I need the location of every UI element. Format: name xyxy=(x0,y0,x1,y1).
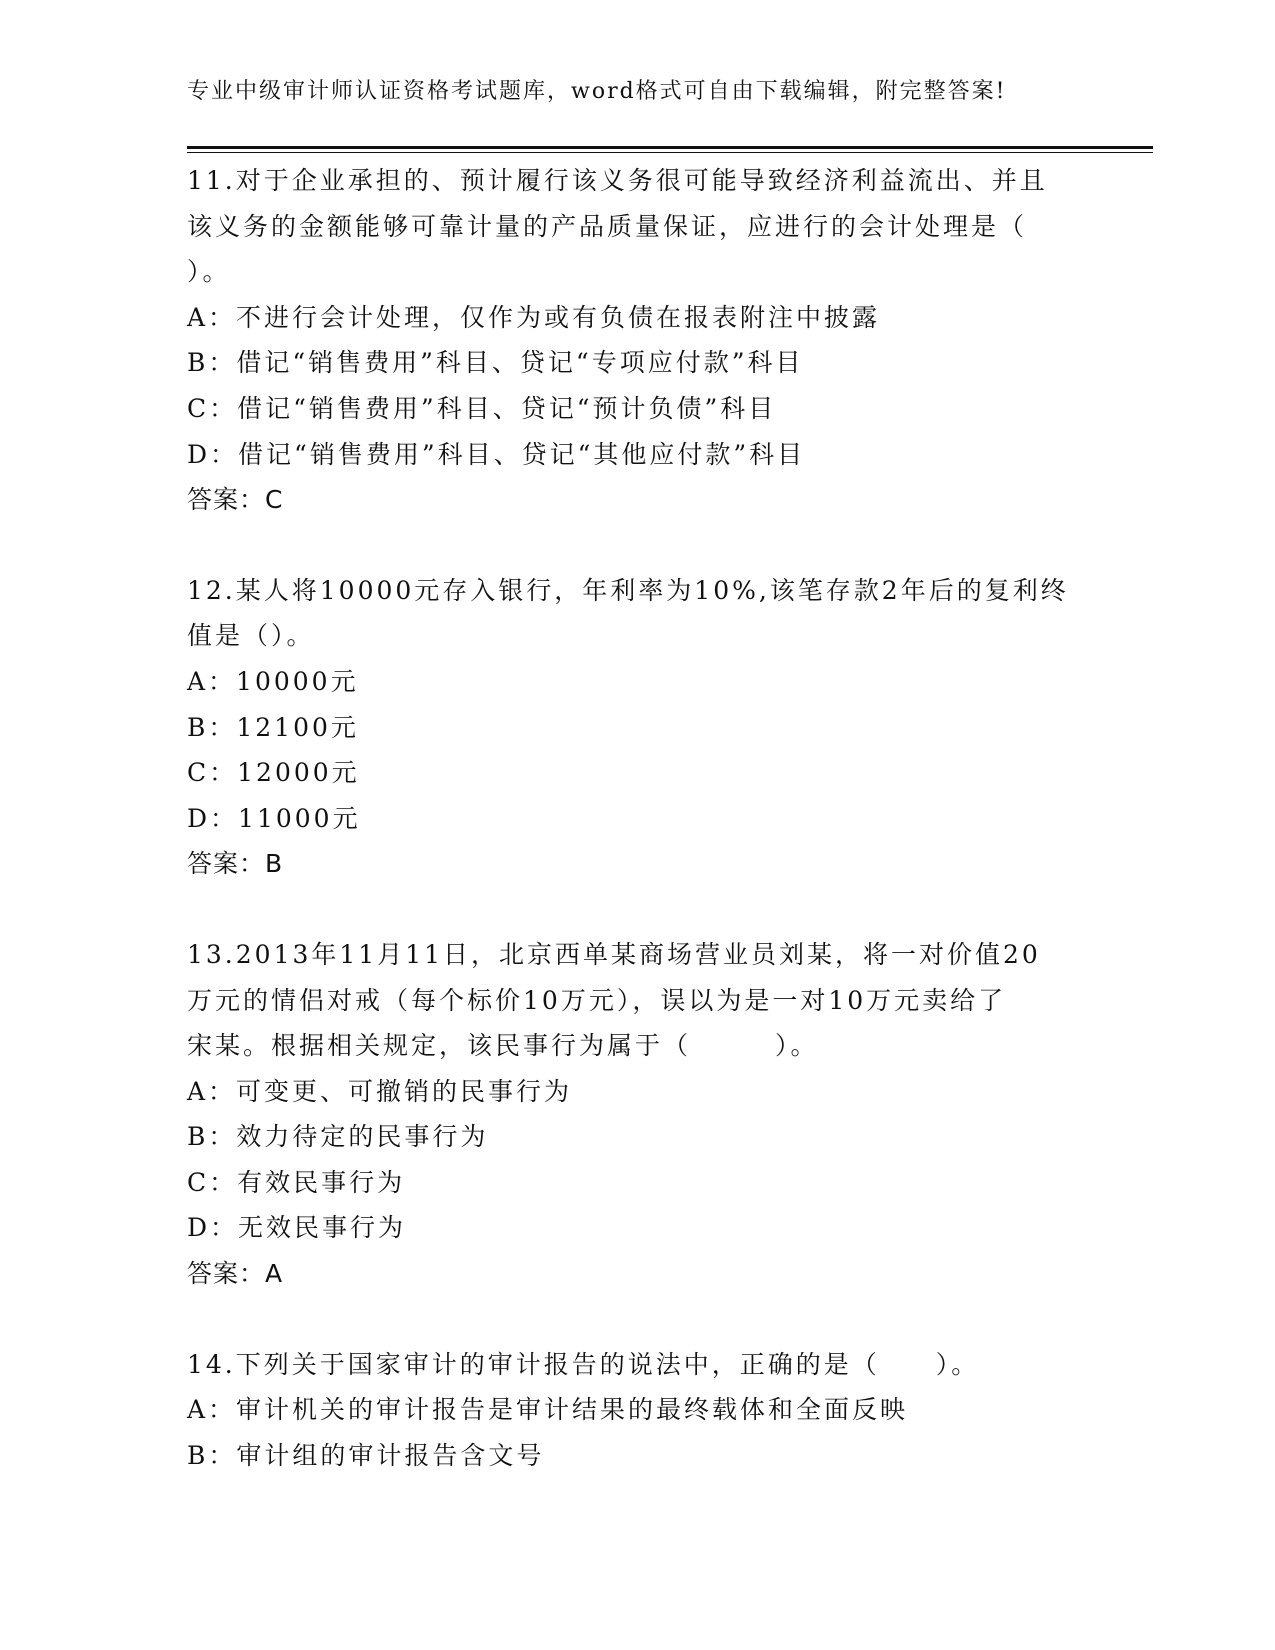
question-list xyxy=(187,158,1087,1478)
question-stem-line: 宋某。根据相关规定，该民事行为属于（ ）。 xyxy=(187,1031,819,1061)
option-a: A：10000元 xyxy=(187,666,359,696)
option-b: B：借记“销售费用”科目、贷记“专项应付款”科目 xyxy=(187,348,804,378)
option-c: C：12000元 xyxy=(187,758,360,788)
header-rule-thin xyxy=(187,152,1153,153)
question-stem-line: 该义务的金额能够可靠计量的产品质量保证，应进行的会计处理是（ xyxy=(187,211,1028,241)
question-stem-line: 13.2013年11月11日，北京西单某商场营业员刘某，将一对价值20 xyxy=(187,939,1041,969)
answer-label: 答案：B xyxy=(187,849,284,879)
option-b: B：审计组的审计报告含文号 xyxy=(187,1440,545,1470)
option-a: A：审计机关的审计报告是审计结果的最终载体和全面反映 xyxy=(187,1395,909,1425)
option-d: D：借记“销售费用”科目、贷记“其他应付款”科目 xyxy=(187,439,806,469)
question-13 xyxy=(187,932,1087,1297)
answer-label: 答案：A xyxy=(187,1259,284,1289)
question-stem-line: ）。 xyxy=(187,257,231,287)
question-11 xyxy=(187,158,1087,523)
option-b: B：12100元 xyxy=(187,712,359,742)
question-stem-line: 14.下列关于国家审计的审计报告的说法中，正确的是（ ）。 xyxy=(187,1349,980,1379)
answer-label: 答案：C xyxy=(187,485,284,515)
question-stem-line: 值是（）。 xyxy=(187,621,315,651)
question-stem-line: 12.某人将10000元存入银行，年利率为10%,该笔存款2年后的复利终 xyxy=(187,575,1069,605)
question-12 xyxy=(187,568,1087,887)
option-b: B：效力待定的民事行为 xyxy=(187,1122,489,1152)
option-d: D：11000元 xyxy=(187,803,361,833)
option-c: C：借记“销售费用”科目、贷记“预计负债”科目 xyxy=(187,393,777,423)
question-stem-line: 万元的情侣对戒（每个标价10万元），误以为是一对10万元卖给了 xyxy=(187,985,1007,1015)
option-c: C：有效民事行为 xyxy=(187,1167,406,1197)
question-14 xyxy=(187,1342,1087,1479)
option-d: D：无效民事行为 xyxy=(187,1213,407,1243)
page-header: 专业中级审计师认证资格考试题库，word格式可自由下载编辑，附完整答案! xyxy=(187,79,1007,104)
header-rule-thick xyxy=(187,146,1153,149)
option-a: A：可变更、可撤销的民事行为 xyxy=(187,1076,573,1106)
question-stem-line: 11.对于企业承担的、预计履行该义务很可能导致经济利益流出、并且 xyxy=(187,166,1048,195)
option-a: A：不进行会计处理，仅作为或有负债在报表附注中披露 xyxy=(187,302,881,332)
